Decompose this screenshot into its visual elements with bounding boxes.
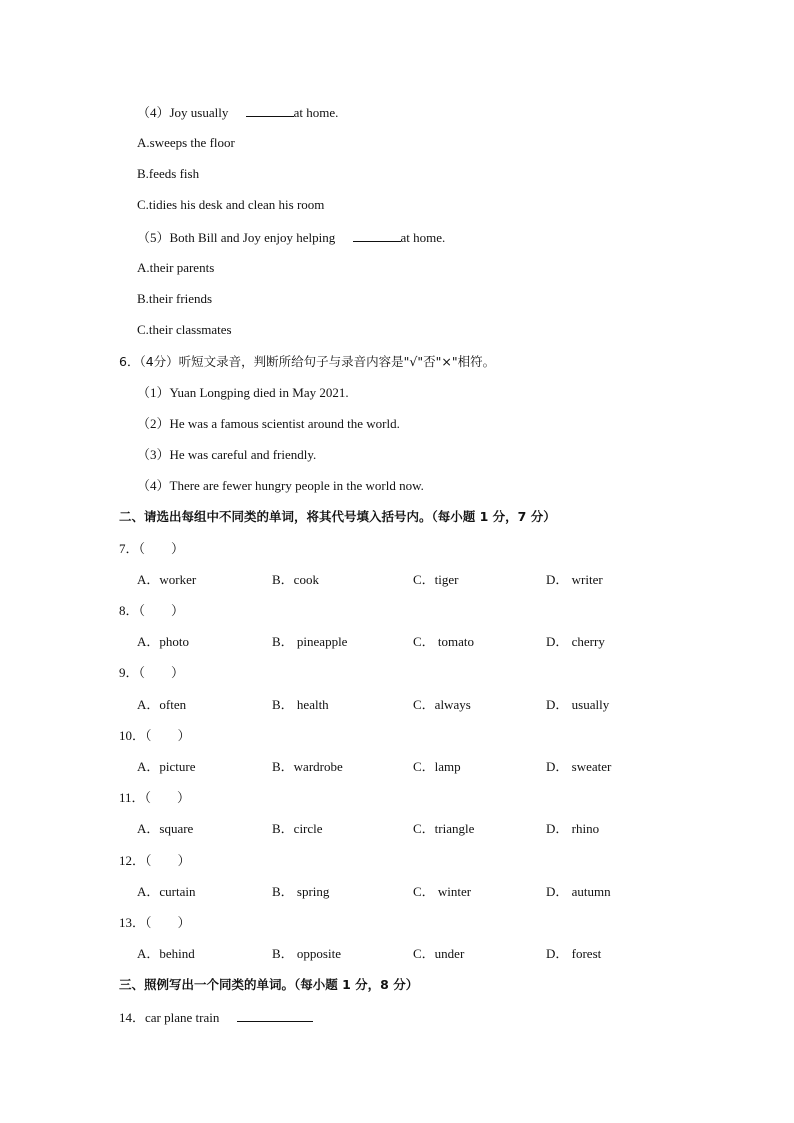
q10-option-c: C．lamp: [413, 759, 461, 774]
q6-item-1: （1）Yuan Longping died in May 2021.: [137, 385, 349, 400]
q8-number[interactable]: 8．（ ）: [119, 603, 185, 618]
q12-option-b: B． spring: [272, 884, 330, 899]
q6-item-2: （2）He was a famous scientist around the world.: [137, 416, 400, 431]
q12-option-a: A．curtain: [137, 884, 196, 899]
q7-number[interactable]: 7．（ ）: [119, 541, 185, 556]
q6-item-3: （3）He was careful and friendly.: [137, 447, 317, 462]
q14-prefix: 14．car plane train: [119, 1010, 220, 1025]
q5-sub4-option-a: A.sweeps the floor: [137, 135, 235, 150]
section2-title: 二、请选出每组中不同类的单词，将其代号填入括号内。（每小题 1 分，7 分）: [119, 509, 556, 524]
q8-option-a: A．photo: [137, 634, 190, 649]
q10-number[interactable]: 10．（ ）: [119, 728, 191, 743]
q9-option-d: D． usually: [546, 697, 610, 712]
q5-sub5-option-a: A.their parents: [137, 260, 215, 275]
q9-option-a: A．often: [137, 697, 187, 712]
q8-option-b: B． pineapple: [272, 634, 348, 649]
q7-option-b: B．cook: [272, 572, 319, 587]
q5-sub5-prefix: （5）Both Bill and Joy enjoy helping: [137, 230, 336, 245]
q9-option-c: C．always: [413, 697, 471, 712]
q5-sub5-blank[interactable]: [353, 229, 401, 242]
q11-option-c: C．triangle: [413, 821, 475, 836]
q12-number[interactable]: 12．（ ）: [119, 853, 191, 868]
q5-sub4-blank[interactable]: [246, 104, 294, 117]
q12-option-d: D． autumn: [546, 884, 611, 899]
q13-number[interactable]: 13．（ ）: [119, 915, 191, 930]
q9-option-b: B． health: [272, 697, 329, 712]
q13-option-a: A．behind: [137, 946, 195, 961]
q13-option-c: C．under: [413, 946, 465, 961]
q5-sub5-suffix: at home.: [400, 230, 446, 245]
q11-option-d: D． rhino: [546, 821, 600, 836]
q9-number[interactable]: 9．（ ）: [119, 665, 185, 680]
section3-title: 三、照例写出一个同类的单词。（每小题 1 分，8 分）: [119, 977, 419, 992]
q14-blank[interactable]: [237, 1009, 313, 1022]
q13-option-b: B． opposite: [272, 946, 341, 961]
q12-option-c: C． winter: [413, 884, 472, 899]
q10-option-d: D． sweater: [546, 759, 612, 774]
q6-item-4: （4）There are fewer hungry people in the world now.: [137, 478, 424, 493]
q5-sub4-option-b: B.feeds fish: [137, 166, 200, 181]
q10-option-a: A．picture: [137, 759, 196, 774]
q5-sub4-option-c: C.tidies his desk and clean his room: [137, 197, 325, 212]
q8-option-c: C． tomato: [413, 634, 475, 649]
q6-title: 6．（4分）听短文录音，判断所给句子与录音内容是"√"否"×"相符。: [119, 354, 496, 369]
q5-sub4-suffix: at home.: [293, 105, 339, 120]
q5-sub4-prefix: （4）Joy usually: [137, 105, 229, 120]
q5-sub4: [137, 104, 338, 121]
q5-sub5-option-b: B.their friends: [137, 291, 213, 306]
q11-option-b: B．circle: [272, 821, 323, 836]
q5-sub5: [137, 229, 445, 246]
q7-option-c: C．tiger: [413, 572, 459, 587]
q7-option-d: D． writer: [546, 572, 603, 587]
q11-number[interactable]: 11．（ ）: [119, 790, 191, 805]
q10-option-b: B．wardrobe: [272, 759, 343, 774]
q13-option-d: D． forest: [546, 946, 602, 961]
q7-option-a: A．worker: [137, 572, 197, 587]
q5-sub5-option-c: C.their classmates: [137, 322, 232, 337]
q14: [119, 1009, 313, 1026]
q11-option-a: A．square: [137, 821, 194, 836]
q8-option-d: D． cherry: [546, 634, 605, 649]
